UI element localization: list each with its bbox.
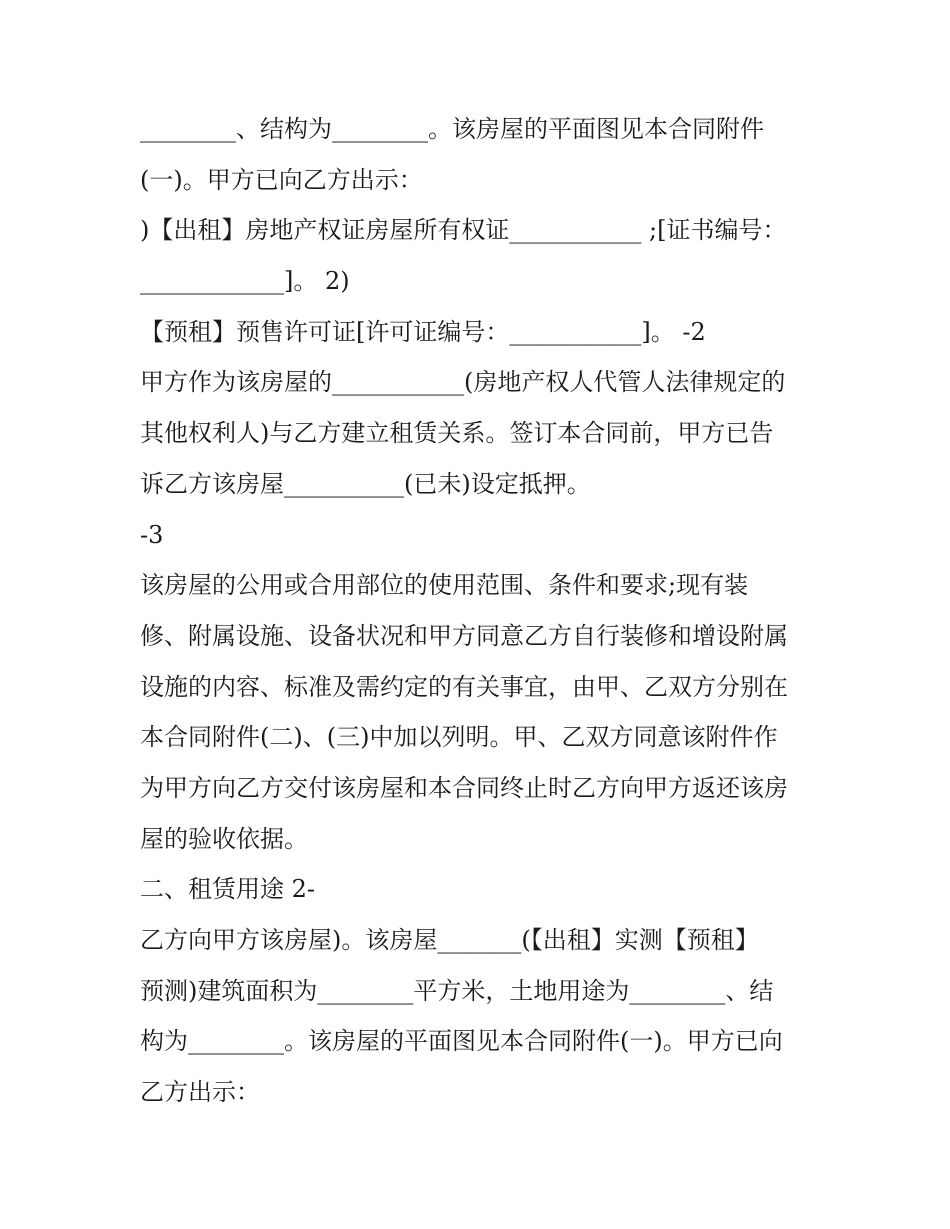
section-heading: 二、租赁用途 2-: [140, 875, 316, 904]
text-line: 乙方向甲方该房屋)。该房屋_______(【出租】实测【预租】: [140, 926, 759, 954]
contract-text: [140, 104, 820, 1118]
text-line: ____________]。 2): [140, 267, 350, 296]
text-line: 本合同附件(二)、(三)中加以列明。甲、乙双方同意该附件作: [140, 723, 778, 752]
text-line: -3: [140, 520, 164, 549]
text-line: 诉乙方该房屋__________(已未)设定抵押。: [140, 469, 591, 498]
text-line: 【预租】预售许可证[许可证编号：___________]。 -2: [140, 317, 706, 346]
text-line: )【出租】房地产权证房屋所有权证___________ ;[证书编号：: [140, 216, 787, 245]
text-line: 乙方出示：: [140, 1078, 260, 1107]
text-line: 其他权利人)与乙方建立租赁关系。签订本合同前，甲方已告: [140, 419, 774, 448]
text-line: 构为________。该房屋的平面图见本合同附件(一)。甲方已向: [140, 1027, 783, 1056]
text-line: 设施的内容、标准及需约定的有关事宜，由甲、乙双方分别在: [140, 672, 788, 701]
text-line: 预测)建筑面积为________平方米，土地用途为________、结: [140, 976, 774, 1005]
text-line: 甲方作为该房屋的___________(房地产权人代管人法律规定的: [140, 368, 786, 397]
text-line: 屋的验收依据。: [140, 824, 308, 853]
text-line: 修、附属设施、设备状况和甲方同意乙方自行装修和增设附属: [140, 621, 788, 650]
text-line: 该房屋的公用或合用部位的使用范围、条件和要求;现有装: [140, 571, 749, 600]
text-line: ________、结构为________。该房屋的平面图见本合同附件: [140, 115, 764, 143]
text-line: 为甲方向乙方交付该房屋和本合同终止时乙方向甲方返还该房: [140, 773, 788, 802]
text-line: (一)。甲方已向乙方出示：: [140, 165, 423, 194]
